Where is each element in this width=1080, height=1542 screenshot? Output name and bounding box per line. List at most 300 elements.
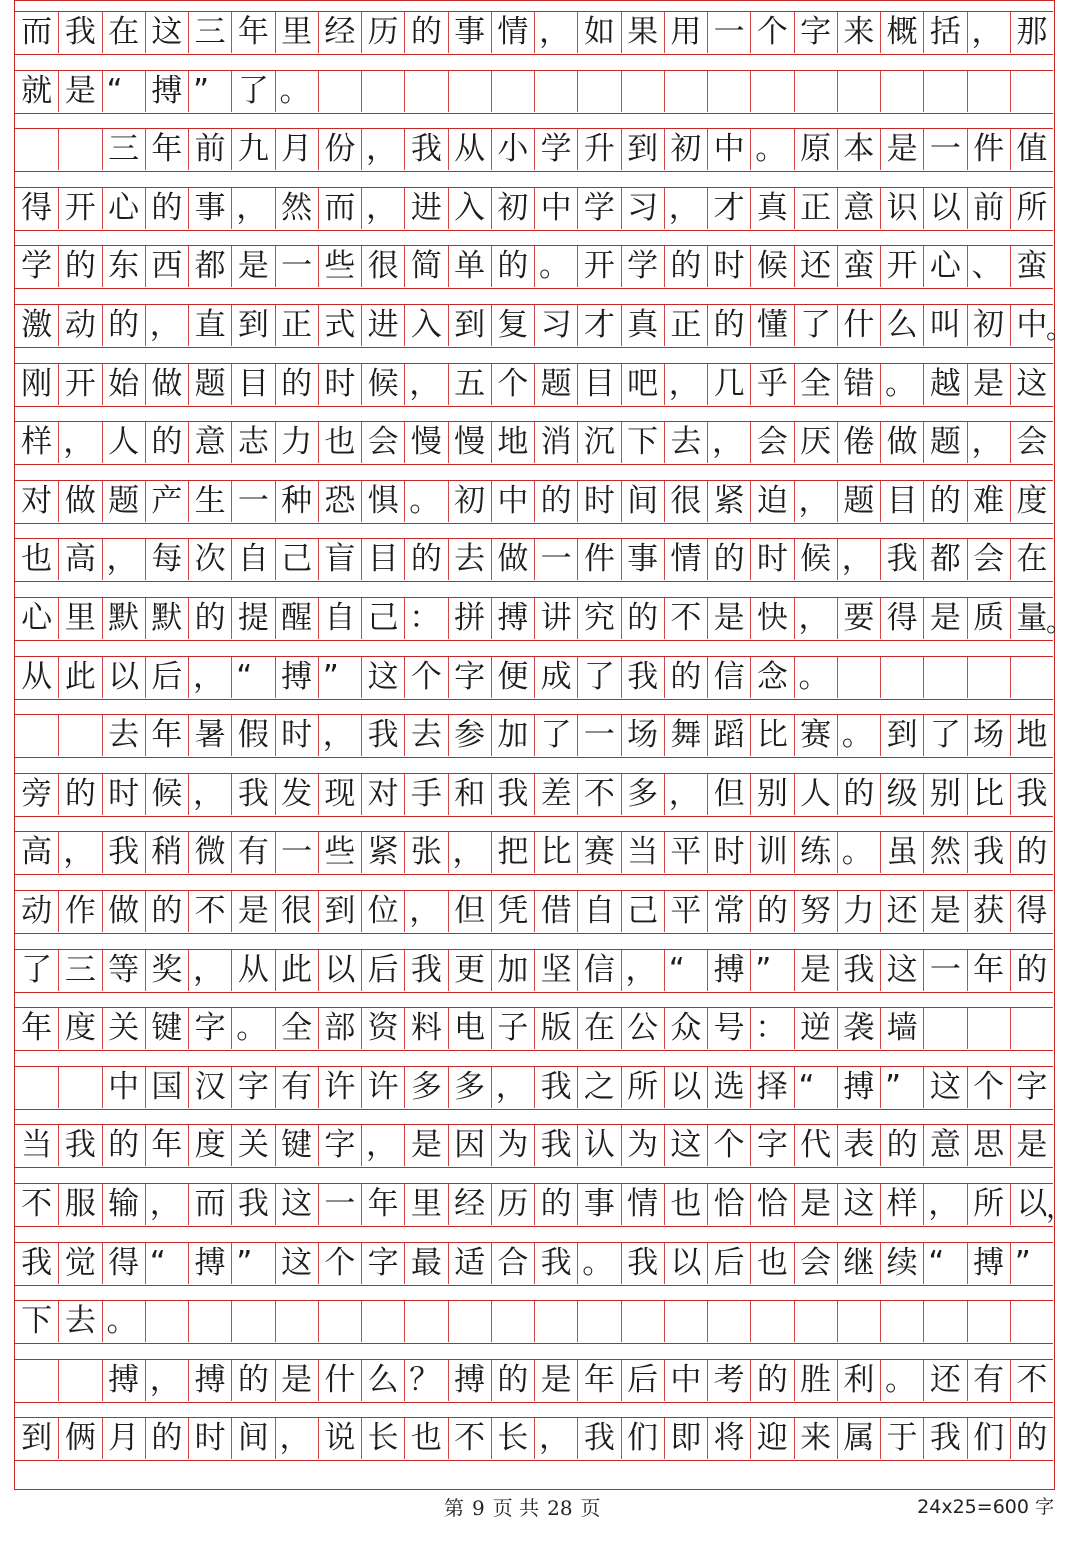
grid-cell: 差 <box>534 774 577 815</box>
grid-cell: 多 <box>621 774 664 815</box>
grid-cell: 地 <box>491 422 534 463</box>
grid-cell <box>448 1301 491 1342</box>
grid-cell: 志 <box>231 422 274 463</box>
grid-cell <box>837 71 880 112</box>
grid-cell <box>15 129 58 170</box>
grid-cell: 搏 <box>275 657 318 698</box>
grid-cell: 属 <box>837 1418 880 1459</box>
grid-cell: 年 <box>145 715 188 756</box>
grid-cell: 是 <box>707 598 750 639</box>
grid-cell: 得 <box>880 598 923 639</box>
grid-cell: 之 <box>577 1067 620 1108</box>
grid-row <box>15 421 1053 465</box>
grid-cell: 等 <box>102 950 145 991</box>
grid-cell: 场 <box>967 715 1010 756</box>
grid-cell: 子 <box>491 1008 534 1049</box>
grid-cell: 我 <box>923 1418 966 1459</box>
grid-cell: 时 <box>275 715 318 756</box>
grid-cell: 平 <box>664 891 707 932</box>
grid-cell: 里 <box>275 12 318 53</box>
grid-cell: 也 <box>664 1184 707 1225</box>
grid-cell: 一 <box>534 539 577 580</box>
grid-cell: 版 <box>534 1008 577 1049</box>
grid-cell: 个 <box>491 364 534 405</box>
grid-cell: 式 <box>318 305 361 346</box>
grid-cell: 些 <box>318 832 361 873</box>
grid-cell: 全 <box>275 1008 318 1049</box>
grid-cell: 三 <box>58 950 101 991</box>
grid-cell: 加 <box>491 950 534 991</box>
grid-cell: 还 <box>880 891 923 932</box>
grid-cell: ， <box>188 774 231 815</box>
grid-cell: 我 <box>361 715 404 756</box>
grid-cell: 年 <box>145 1125 188 1166</box>
grid-cell: 个 <box>707 1125 750 1166</box>
grid-cell: 人 <box>102 422 145 463</box>
grid-cell: 时 <box>188 1418 231 1459</box>
grid-cell: 五 <box>448 364 491 405</box>
grid-cell: 会 <box>967 539 1010 580</box>
grid-cell: 括 <box>923 12 966 53</box>
grid-cell: 旁 <box>21 775 53 812</box>
grid-cell: 次 <box>188 539 231 580</box>
grid-cell: 继 <box>837 1243 880 1284</box>
grid-row <box>15 1300 1053 1344</box>
grid-cell: 么 <box>880 305 923 346</box>
grid-cell: 从 <box>231 950 274 991</box>
grid-cell <box>275 1301 318 1342</box>
grid-cell: 的 <box>750 1360 793 1401</box>
grid-cell: 自 <box>318 598 361 639</box>
grid-cell: 来 <box>794 1418 837 1459</box>
grid-row <box>15 70 1053 114</box>
grid-cell: ， <box>361 188 404 229</box>
grid-cell <box>923 71 966 112</box>
grid-cell: 乎 <box>750 364 793 405</box>
grid-cell: 事 <box>577 1184 620 1225</box>
grid-cell: 此 <box>58 657 101 698</box>
grid-cell <box>188 1301 231 1342</box>
grid-cell: 目 <box>231 364 274 405</box>
grid-cell: 原 <box>794 129 837 170</box>
grid-cell: 的 <box>707 305 750 346</box>
grid-cell: 入 <box>404 305 447 346</box>
grid-cell: 正 <box>664 305 707 346</box>
grid-cell: ， <box>188 657 231 698</box>
grid-cell: 时 <box>577 481 620 522</box>
grid-cell: 很 <box>275 891 318 932</box>
grid-cell: 训 <box>750 832 793 873</box>
grid-cell: 紧 <box>361 832 404 873</box>
grid-cell <box>448 71 491 112</box>
grid-cell <box>967 1008 1010 1049</box>
grid-cell: 料 <box>404 1008 447 1049</box>
grid-cell: 。 <box>534 246 577 287</box>
grid-cell: 做 <box>145 364 188 405</box>
grid-cell: 个 <box>967 1067 1010 1108</box>
grid-cell: 思 <box>967 1125 1010 1166</box>
grid-cell: 续 <box>880 1243 923 1284</box>
grid-cell: 。 <box>275 71 318 112</box>
grid-cell: 成 <box>534 657 577 698</box>
grid-cell: 奖 <box>145 950 188 991</box>
grid-cell: 我 <box>534 1125 577 1166</box>
grid-cell: 习 <box>534 305 577 346</box>
grid-cell: 样 <box>21 424 53 461</box>
grid-cell: 习 <box>621 188 664 229</box>
grid-cell: 将 <box>707 1418 750 1459</box>
grid-cell: ， <box>923 1184 966 1225</box>
grid-cell: 比 <box>967 774 1010 815</box>
grid-cell: 在 <box>1010 539 1053 580</box>
grid-cell: 。 <box>837 715 880 756</box>
grid-cell: 我 <box>967 832 1010 873</box>
grid-cell: 在 <box>577 1008 620 1049</box>
grid-cell: 进 <box>361 305 404 346</box>
grid-cell: 是 <box>794 1184 837 1225</box>
grid-cell: 是 <box>231 891 274 932</box>
grid-cell: 一 <box>707 12 750 53</box>
grid-cell: 激 <box>21 307 53 343</box>
grid-cell: 开 <box>58 364 101 405</box>
grid-cell: 厌 <box>794 422 837 463</box>
margin-overflow-punctuation: 。 <box>1046 605 1075 638</box>
grid-cell: 每 <box>145 539 188 580</box>
grid-cell: 字 <box>448 657 491 698</box>
grid-cell: 前 <box>967 188 1010 229</box>
grid-cell: 凭 <box>491 891 534 932</box>
grid-cell: 小 <box>491 129 534 170</box>
grid-cell: 们 <box>967 1418 1010 1459</box>
grid-cell: 。 <box>880 1360 923 1401</box>
page-label-prefix: 第 <box>444 1496 464 1520</box>
grid-cell: ， <box>231 188 274 229</box>
grid-cell: 初 <box>664 129 707 170</box>
grid-cell: 字 <box>188 1008 231 1049</box>
grid-cell: ， <box>837 539 880 580</box>
grid-cell: 借 <box>534 891 577 932</box>
grid-cell <box>923 1008 966 1049</box>
grid-cell: 对 <box>361 774 404 815</box>
grid-cell: 国 <box>145 1067 188 1108</box>
grid-cell: 的 <box>1010 832 1053 873</box>
grid-cell: 的 <box>58 246 101 287</box>
grid-cell: 也 <box>404 1418 447 1459</box>
grid-cell: 懂 <box>750 305 793 346</box>
grid-cell: ： <box>750 1008 793 1049</box>
grid-cell: 消 <box>534 422 577 463</box>
grid-cell: ？ <box>404 1360 447 1401</box>
grid-cell: 情 <box>491 12 534 53</box>
grid-cell: 适 <box>448 1243 491 1284</box>
grid-cell: 们 <box>621 1418 664 1459</box>
grid-row <box>15 128 1053 172</box>
grid-cell: 己 <box>361 598 404 639</box>
grid-cell <box>923 657 966 698</box>
grid-cell: 年 <box>231 12 274 53</box>
grid-cell: 然 <box>275 188 318 229</box>
grid-row <box>15 304 1053 348</box>
grid-cell: 也 <box>21 541 53 578</box>
grid-cell: 人 <box>794 774 837 815</box>
grid-cell: 比 <box>750 715 793 756</box>
grid-cell: 么 <box>361 1360 404 1401</box>
grid-cell: 西 <box>145 246 188 287</box>
grid-cell: 恐 <box>318 481 361 522</box>
grid-cell: 中 <box>1010 305 1053 346</box>
grid-cell <box>361 1301 404 1342</box>
grid-cell: 间 <box>621 481 664 522</box>
grid-cell: 加 <box>491 715 534 756</box>
grid-cell: 题 <box>188 364 231 405</box>
grid-cell: 当 <box>21 1127 53 1164</box>
grid-cell: 份 <box>318 129 361 170</box>
grid-cell: 在 <box>102 12 145 53</box>
grid-cell: 这 <box>923 1067 966 1108</box>
grid-cell: ， <box>58 422 101 463</box>
grid-cell: 于 <box>880 1418 923 1459</box>
grid-cell: 蹈 <box>707 715 750 756</box>
grid-cell: 。 <box>750 129 793 170</box>
grid-cell: 现 <box>318 774 361 815</box>
grid-cell: 会 <box>1010 422 1053 463</box>
grid-cell: ” <box>1010 1243 1053 1284</box>
grid-cell: 汉 <box>188 1067 231 1108</box>
grid-cell: 关 <box>231 1125 274 1166</box>
grid-cell: ， <box>491 1067 534 1108</box>
grid-cell: 是 <box>231 246 274 287</box>
grid-cell: 刚 <box>21 365 53 402</box>
grid-cell: 个 <box>404 657 447 698</box>
grid-cell: 我 <box>1010 774 1053 815</box>
grid-cell: 此 <box>275 950 318 991</box>
grid-cell: 快 <box>750 598 793 639</box>
grid-cell: 我 <box>58 1125 101 1166</box>
grid-cell: 。 <box>404 481 447 522</box>
manuscript-grid-sheet <box>14 0 1055 1490</box>
grid-cell: 当 <box>621 832 664 873</box>
page-label-suffix: 页 <box>580 1496 601 1520</box>
grid-cell: 时 <box>707 832 750 873</box>
grid-cell: 我 <box>837 950 880 991</box>
grid-cell: 搏 <box>188 1243 231 1284</box>
grid-cell <box>621 1301 664 1342</box>
grid-cell: 历 <box>491 1184 534 1225</box>
grid-cell <box>58 715 101 756</box>
grid-cell: 了 <box>923 715 966 756</box>
grid-cell: ， <box>448 832 491 873</box>
grid-spec-label: 24x25=600 字 <box>917 1496 1054 1518</box>
grid-cell: 这 <box>837 1184 880 1225</box>
grid-cell: 以 <box>1010 1184 1053 1225</box>
grid-cell: 参 <box>448 715 491 756</box>
grid-cell <box>361 71 404 112</box>
grid-cell: 学 <box>621 246 664 287</box>
grid-cell <box>1010 1301 1053 1342</box>
grid-cell: 去 <box>664 422 707 463</box>
grid-cell: 学 <box>577 188 620 229</box>
grid-cell: 一 <box>275 832 318 873</box>
grid-cell <box>231 1301 274 1342</box>
grid-cell: 目 <box>577 364 620 405</box>
grid-cell: 的 <box>837 774 880 815</box>
grid-cell: 年 <box>21 1010 53 1047</box>
page-number-footer <box>440 1492 605 1521</box>
grid-cell: 的 <box>58 774 101 815</box>
grid-cell: 也 <box>318 422 361 463</box>
grid-cell: 的 <box>491 1360 534 1401</box>
grid-cell: 讲 <box>534 598 577 639</box>
grid-cell: 地 <box>1010 715 1053 756</box>
grid-row <box>15 1417 1053 1461</box>
grid-cell: 墙 <box>880 1008 923 1049</box>
grid-cell: 不 <box>188 891 231 932</box>
grid-cell: 练 <box>794 832 837 873</box>
grid-cell <box>664 1301 707 1342</box>
grid-cell: 目 <box>361 539 404 580</box>
grid-row <box>15 949 1053 993</box>
grid-row <box>15 597 1053 641</box>
grid-cell: 也 <box>750 1243 793 1284</box>
grid-cell: 意 <box>923 1125 966 1166</box>
grid-cell: 获 <box>967 891 1010 932</box>
grid-cell: ， <box>794 481 837 522</box>
grid-cell: 值 <box>1010 129 1053 170</box>
grid-cell: 力 <box>275 422 318 463</box>
grid-cell: 字 <box>231 1067 274 1108</box>
grid-cell: ， <box>534 1418 577 1459</box>
grid-cell: 三 <box>102 129 145 170</box>
grid-cell: 年 <box>361 1184 404 1225</box>
grid-cell: 一 <box>231 481 274 522</box>
grid-cell: 搏 <box>102 1360 145 1401</box>
grid-cell: 的 <box>923 481 966 522</box>
grid-cell: 真 <box>621 305 664 346</box>
grid-cell: 去 <box>58 1301 101 1342</box>
grid-cell: ， <box>664 188 707 229</box>
grid-cell <box>58 129 101 170</box>
grid-cell: 不 <box>664 598 707 639</box>
grid-cell: 便 <box>491 657 534 698</box>
grid-cell: 搏 <box>448 1360 491 1401</box>
grid-cell: 。 <box>231 1008 274 1049</box>
grid-cell: 信 <box>707 657 750 698</box>
grid-cell: 到 <box>231 305 274 346</box>
grid-row <box>15 187 1053 231</box>
grid-cell <box>923 1301 966 1342</box>
grid-cell: ， <box>145 305 188 346</box>
grid-cell: 不 <box>1010 1360 1053 1401</box>
grid-cell: 中 <box>102 1067 145 1108</box>
grid-cell: 很 <box>361 246 404 287</box>
grid-row <box>15 1359 1053 1403</box>
grid-cell: 搏 <box>837 1067 880 1108</box>
grid-cell <box>837 657 880 698</box>
grid-cell: ， <box>967 12 1010 53</box>
grid-cell: ： <box>404 598 447 639</box>
grid-cell: “ <box>923 1243 966 1284</box>
grid-cell: 真 <box>750 188 793 229</box>
grid-cell: 比 <box>534 832 577 873</box>
grid-cell: 用 <box>664 12 707 53</box>
grid-cell: 了 <box>21 951 53 988</box>
grid-cell: 我 <box>58 12 101 53</box>
grid-cell <box>534 71 577 112</box>
grid-cell <box>1010 1008 1053 1049</box>
grid-cell: 恰 <box>707 1184 750 1225</box>
grid-cell: 件 <box>577 539 620 580</box>
grid-cell: 念 <box>750 657 793 698</box>
margin-overflow-punctuation: 。 <box>1046 312 1075 345</box>
grid-cell: 而 <box>318 188 361 229</box>
grid-cell: 发 <box>275 774 318 815</box>
grid-row <box>15 1242 1053 1286</box>
grid-cell: 初 <box>448 481 491 522</box>
grid-cell: 我 <box>491 774 534 815</box>
grid-cell: 候 <box>145 774 188 815</box>
page-label-mid: 页 共 <box>492 1496 540 1520</box>
grid-cell: 初 <box>967 305 1010 346</box>
grid-cell: ， <box>534 12 577 53</box>
grid-cell: 的 <box>275 364 318 405</box>
grid-row <box>15 245 1053 289</box>
grid-cell: ， <box>967 422 1010 463</box>
grid-cell: 年 <box>967 950 1010 991</box>
grid-cell: ， <box>102 539 145 580</box>
grid-cell: 的 <box>534 1184 577 1225</box>
grid-cell: 别 <box>750 774 793 815</box>
grid-cell: 别 <box>923 774 966 815</box>
grid-cell: 张 <box>404 832 447 873</box>
grid-cell: 我 <box>577 1418 620 1459</box>
grid-cell: 的 <box>188 598 231 639</box>
grid-cell: 自 <box>577 891 620 932</box>
grid-cell: 但 <box>448 891 491 932</box>
grid-cell: ， <box>664 774 707 815</box>
grid-cell: 心 <box>102 188 145 229</box>
grid-cell: 舞 <box>664 715 707 756</box>
grid-cell: 究 <box>577 598 620 639</box>
grid-cell: 恰 <box>750 1184 793 1225</box>
grid-cell: 意 <box>188 422 231 463</box>
grid-cell: 号 <box>707 1008 750 1049</box>
grid-cell: 己 <box>621 891 664 932</box>
grid-cell: 袭 <box>837 1008 880 1049</box>
grid-cell: 迎 <box>750 1418 793 1459</box>
grid-cell: 蛮 <box>837 246 880 287</box>
total-pages: 28 <box>547 1496 573 1520</box>
grid-cell: 这 <box>880 950 923 991</box>
grid-cell: 从 <box>448 129 491 170</box>
grid-cell: 这 <box>145 12 188 53</box>
grid-cell: 所 <box>967 1184 1010 1225</box>
grid-cell: 复 <box>491 305 534 346</box>
grid-cell: 许 <box>361 1067 404 1108</box>
grid-cell: 什 <box>318 1360 361 1401</box>
grid-cell: 高 <box>21 834 53 871</box>
grid-cell: 考 <box>707 1360 750 1401</box>
grid-cell: 长 <box>361 1418 404 1459</box>
grid-cell: 赛 <box>794 715 837 756</box>
grid-cell: 的 <box>231 1360 274 1401</box>
grid-cell: 作 <box>58 891 101 932</box>
grid-cell: “ <box>664 950 707 991</box>
grid-cell: 初 <box>491 188 534 229</box>
grid-cell: 三 <box>188 12 231 53</box>
grid-cell <box>880 657 923 698</box>
grid-cell: ， <box>145 1184 188 1225</box>
grid-cell: ， <box>621 950 664 991</box>
